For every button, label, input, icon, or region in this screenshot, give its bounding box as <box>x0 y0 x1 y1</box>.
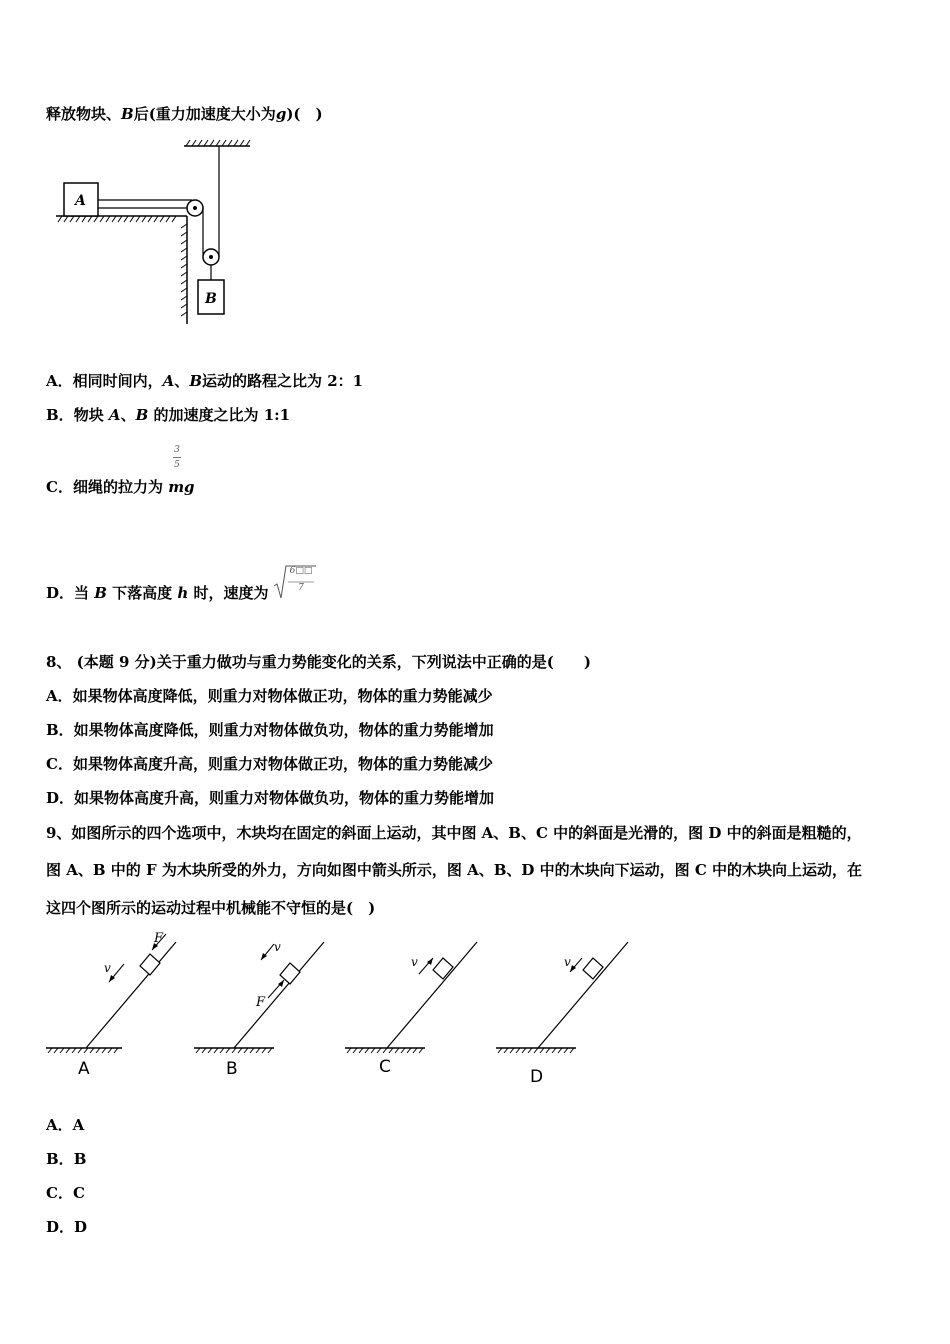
option-var-mg: mg <box>168 478 195 496</box>
fraction-denominator: 5 <box>174 460 180 470</box>
q9-stem-line-2: 图 A、B 中的 F 为木块所受的外力，方向如图中箭头所示，图 A、B、D 中的木块向下运动，图 C 中的木块向上运动，在 <box>46 861 863 879</box>
q8-option-a[interactable]: A．如果物体高度降低，则重力对物体做正功，物体的重力势能减少 <box>46 687 493 705</box>
q8-option-d[interactable]: D．如果物体高度升高，则重力对物体做负功，物体的重力势能增加 <box>46 789 495 807</box>
option-letter: A． <box>46 1116 73 1134</box>
block <box>433 958 453 979</box>
q7-option-d[interactable] <box>46 582 269 603</box>
option-var: A <box>108 406 121 424</box>
q9-stem-line-3: 这四个图所示的运动过程中机械能不守恒的是( ) <box>46 899 376 917</box>
option-letter: C． <box>46 478 73 496</box>
velocity-label: v <box>274 940 281 954</box>
radical-denominator: 7 <box>298 583 304 593</box>
q7-option-b[interactable] <box>46 404 290 425</box>
q7-stem-text: 释放物块、 <box>46 105 122 123</box>
figure-label: C <box>379 1057 391 1077</box>
q9-figure-b <box>192 926 332 1086</box>
option-value: C <box>72 1184 85 1202</box>
option-value: A <box>72 1116 85 1134</box>
option-letter: A． <box>46 372 73 390</box>
option-value: D <box>74 1218 88 1236</box>
option-text: 相同时间内， <box>72 372 163 390</box>
option-value: B <box>73 1150 87 1168</box>
figure-label: D <box>530 1067 544 1086</box>
option-var: B <box>189 372 202 390</box>
option-letter: B． <box>46 406 74 424</box>
q8-option-b[interactable]: B．如果物体高度降低，则重力对物体做负功，物体的重力势能增加 <box>46 721 494 739</box>
q9-option-b[interactable] <box>46 1148 86 1169</box>
figure-label: B <box>226 1059 238 1079</box>
q7-stem-var-b: B <box>121 105 134 123</box>
velocity-label: v <box>104 961 111 975</box>
option-sep: 、 <box>174 372 190 390</box>
velocity-label: v <box>564 955 571 969</box>
q7-option-c[interactable] <box>46 476 195 497</box>
q9-figure-a <box>44 926 184 1086</box>
option-text: 物块 <box>73 406 109 424</box>
option-text: 的加速度之比为 1:1 <box>148 406 291 424</box>
q9-figure-c <box>343 926 483 1086</box>
option-var: B <box>94 584 107 602</box>
q8-stem: 8、 (本题 9 分)关于重力做功与重力势能变化的关系，下列说法中正确的是( ) <box>46 653 591 671</box>
option-letter: D． <box>46 1218 75 1236</box>
fraction-numerator: 3 <box>174 445 180 455</box>
q7-stem <box>46 103 323 124</box>
block-a-label: A <box>75 193 86 209</box>
radical-numerator: 6□□ <box>289 566 313 576</box>
q9-stem-line-1: 9、如图所示的四个选项中，木块均在固定的斜面上运动，其中图 A、B、C 中的斜面是光滑的，图 D 中的斜面是粗糙的， <box>46 824 862 842</box>
velocity-label: v <box>411 955 418 969</box>
option-letter: B． <box>46 1150 74 1168</box>
block-b-label: B <box>205 291 217 307</box>
option-text: 运动的路程之比为 2：1 <box>202 372 364 390</box>
q7-stem-text-3: )( ) <box>286 105 323 123</box>
option-text: 时，速度为 <box>188 584 269 602</box>
q7-option-a[interactable] <box>46 370 363 391</box>
q7-stem-var-g: g <box>275 105 287 123</box>
q9-option-d[interactable] <box>46 1216 87 1237</box>
figure-label: A <box>78 1059 90 1079</box>
q7-stem-text-2: 后(重力加速度大小为 <box>133 105 276 123</box>
q8-option-c[interactable]: C．如果物体高度升高，则重力对物体做正功，物体的重力势能减少 <box>46 755 493 773</box>
q9-option-a[interactable] <box>46 1114 84 1135</box>
q9-option-c[interactable] <box>46 1182 85 1203</box>
q9-figure-d <box>494 926 634 1086</box>
option-letter: D． <box>46 584 75 602</box>
fraction-bar <box>173 457 181 458</box>
force-label: F <box>154 931 164 946</box>
option-sep: 、 <box>120 406 136 424</box>
force-label: F <box>256 995 266 1010</box>
block <box>140 954 160 975</box>
option-text: 下落高度 <box>106 584 178 602</box>
option-var: B <box>135 406 149 424</box>
option-letter: C． <box>46 1184 73 1202</box>
option-var: A <box>162 372 175 390</box>
option-text: 当 <box>74 584 95 602</box>
option-var: h <box>177 584 189 602</box>
option-text: 细绳的拉力为 <box>72 478 169 496</box>
q7-pulley-figure <box>52 138 282 328</box>
